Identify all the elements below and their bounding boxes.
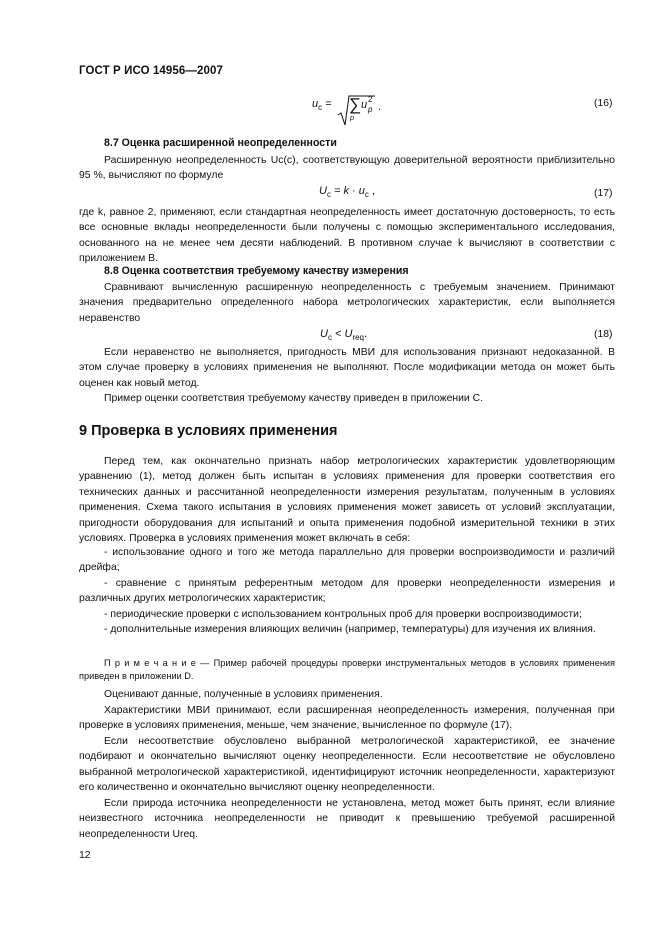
- formula-18-rhs: < U: [331, 328, 353, 340]
- list-item-3: - периодические проверки с использованием контрольных проб для проверки воспроизводимости;: [104, 609, 582, 620]
- formula-16: [312, 97, 332, 116]
- note: П р и м е ч а н и е — Пример рабочей процедуры проверки инструментальных методов в условиях применения приведен в приложении D.: [79, 658, 615, 682]
- formula-18-lhs-sub: c: [327, 333, 332, 343]
- section-8-7-heading: 8.7 Оценка расширенной неопределенности: [104, 137, 337, 149]
- section-8-8-paragraph-1: Сравнивают вычисленную расширенную неопределенность с требуемым значением. Принимают значения предварительно определенного набора метрологических характеристик, если выполняется неравенство: [79, 282, 615, 324]
- equation-number-17: (17): [594, 188, 613, 199]
- formula-18-rhs-sub: req: [352, 333, 364, 343]
- equation-number-16: (16): [594, 98, 613, 109]
- formula-16-lhs-sub: c: [318, 103, 323, 113]
- formula-17-rhs: = k · u: [330, 185, 365, 197]
- section-9-paragraph-2: Оценивают данные, полученные в условиях применения.: [104, 689, 383, 700]
- formula-16-lhs: u: [312, 98, 319, 110]
- section-8-7-paragraph-1: Расширенную неопределенность Uc(c), соответствующую доверительной вероятности приблизительно 95 %, вычисляют по формуле: [79, 155, 615, 182]
- section-8-8-heading: 8.8 Оценка соответствия требуемому качеству измерения: [104, 265, 409, 277]
- list-item-1: - использование одного и того же метода параллельно для проверки воспроизводимости и различий дрейфа;: [79, 547, 615, 574]
- list-item-4: - дополнительные измерения влияющих величин (например, температуры) для изучения их влияния.: [104, 624, 596, 635]
- section-8-7-paragraph-2: где k, равное 2, применяют, если стандартная неопределенность имеет достаточную достоверность, то есть все основные вклады неопределенности были получены с помощью экспериментального исследования, основанного на не менее чем десяти наблюдений. В противном случае k вычисляют в соответствии с приложением B.: [79, 207, 615, 265]
- section-8-8-paragraph-2: Если неравенство не выполняется, пригодность МВИ для использования признают недоказанной. В этом случае проверку в условиях применения не выполняют. После модификации метода он может быть оценен как новый метод.: [79, 347, 615, 389]
- section-9-paragraph-5: Если природа источника неопределенности не установлена, метод может быть принят, если влияние неизвестного источника неопределенности не приводит к превышению требуемой расширенной неопределенности Ureq.: [79, 798, 615, 840]
- formula-16-eq: =: [325, 98, 332, 110]
- document-header: ГОСТ Р ИСО 14956—2007: [79, 65, 224, 77]
- section-9-paragraph-3: Характеристики МВИ принимают, если расширенная неопределенность измерения, полученная при проверке в условиях применения, меньше, чем значение, вычисленное по формуле (17).: [79, 705, 615, 732]
- formula-17-rhs-sub: c: [364, 190, 369, 200]
- formula-18: [320, 327, 367, 346]
- formula-17-lhs-sub: c: [326, 190, 331, 200]
- sum-index: p: [350, 113, 355, 122]
- section-8-8-paragraph-3: Пример оценки соответствия требуемому качеству приведен в приложении C.: [104, 393, 484, 404]
- formula-17: [319, 184, 375, 203]
- section-9-heading: 9 Проверка в условиях применения: [79, 423, 338, 439]
- page-number: 12: [79, 850, 91, 861]
- formula-18-tail: .: [364, 328, 368, 340]
- formula-18-lhs: U: [320, 328, 328, 340]
- sum-symbol: ∑: [349, 95, 362, 114]
- sum-variable: u: [361, 99, 368, 111]
- formula-17-tail: ,: [368, 185, 376, 197]
- section-9-paragraph-1: Перед тем, как окончательно признать набор метрологических характеристик удовлетворяющим уравнению (1), метод должен быть испытан в условиях применения для проверки соответствия его технических данных и рассчитанной неопределенности измерения результатам, полученным в условиях применения. Схема такого испытания в условиях применения может зависеть от условий эксплуатации, пригодности оборудования для испытаний и опыта применения подобной измерительной техники в этих условиях. Проверка в условиях применения может включать в себя:: [79, 456, 615, 545]
- formula-17-lhs: U: [319, 185, 327, 197]
- sum-subscript: p: [368, 105, 373, 114]
- sum-superscript: 2: [368, 95, 373, 104]
- formula-16-tail: .: [378, 101, 382, 113]
- list-item-2: - сравнение с принятым референтным методом для проверки неопределенности измерения и различных других метрологических характеристик;: [79, 578, 615, 605]
- equation-number-18: (18): [594, 329, 613, 340]
- section-9-paragraph-4: Если несоответствие обусловлено выбранной метрологической характеристикой, ее значение подбирают и окончательно вычисляют оценку неопределенности. Если несоответствие не обусловлено выбранной метрологической характеристикой, идентифицируют источник неопределенности, характеризуют его количественно и окончательно вычисляют оценку неопределенности.: [79, 736, 615, 794]
